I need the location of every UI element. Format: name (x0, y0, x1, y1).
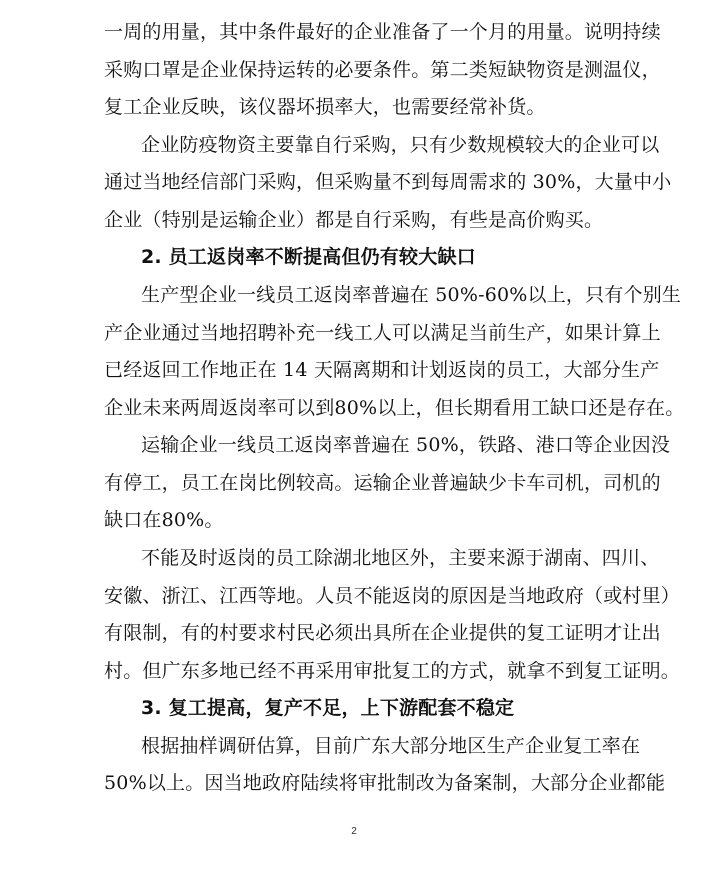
paragraph-first-line: 根据抽样调研估算，目前广东大部分地区生产企业复工率在 (141, 735, 641, 757)
text-line: 通过当地经信部门采购，但采购量不到每周需求的 30%，大量中小 (104, 171, 672, 193)
text-line: 企业（特别是运输企业）都是自行采购，有些是高价购买。 (104, 209, 604, 231)
text-line: 复工企业反映，该仪器坏损率大，也需要经常补货。 (104, 96, 546, 118)
text-line: 一周的用量，其中条件最好的企业准备了一个月的用量。说明持续 (104, 21, 661, 43)
text-line: 企业未来两周返岗率可以到80%以上，但长期看用工缺口还是存在。 (104, 397, 685, 419)
text-line: 产企业通过当地招聘补充一线工人可以满足当前生产，如果计算上 (104, 322, 661, 344)
section-heading: 2. 员工返岗率不断提高但仍有较大缺口 (141, 246, 476, 268)
paragraph-first-line: 不能及时返岗的员工除湖北地区外，主要来源于湖南、四川、 (141, 547, 660, 569)
text-line: 缺口在80%。 (104, 509, 224, 531)
text-line: 有停工，员工在岗比例较高。运输企业普遍缺少卡车司机，司机的 (104, 472, 661, 494)
text-line: 采购口罩是企业保持运转的必要条件。第二类短缺物资是测温仪， (104, 59, 661, 81)
text-line: 安徽、浙江、江西等地。人员不能返岗的原因是当地政府（或村里） (104, 585, 681, 607)
text-line: 50%以上。因当地政府陆续将审批制改为备案制，大部分企业都能 (104, 772, 666, 794)
section-heading: 3. 复工提高，复产不足，上下游配套不稳定 (141, 697, 515, 719)
page-number: 2 (351, 826, 357, 837)
text-line: 村。但广东多地已经不再采用审批复工的方式，就拿不到复工证明。 (104, 660, 681, 682)
paragraph-first-line: 企业防疫物资主要靠自行采购，只有少数规模较大的企业可以 (141, 134, 660, 156)
paragraph-first-line: 生产型企业一线员工返岗率普遍在 50%-60%以上，只有个别生 (141, 284, 682, 306)
text-line: 有限制，有的村要求村民必须出具所在企业提供的复工证明才让出 (104, 622, 661, 644)
text-line: 已经返回工作地正在 14 天隔离期和计划返岗的员工，大部分生产 (104, 359, 660, 381)
paragraph-first-line: 运输企业一线员工返岗率普遍在 50%，铁路、港口等企业因没 (141, 434, 671, 456)
